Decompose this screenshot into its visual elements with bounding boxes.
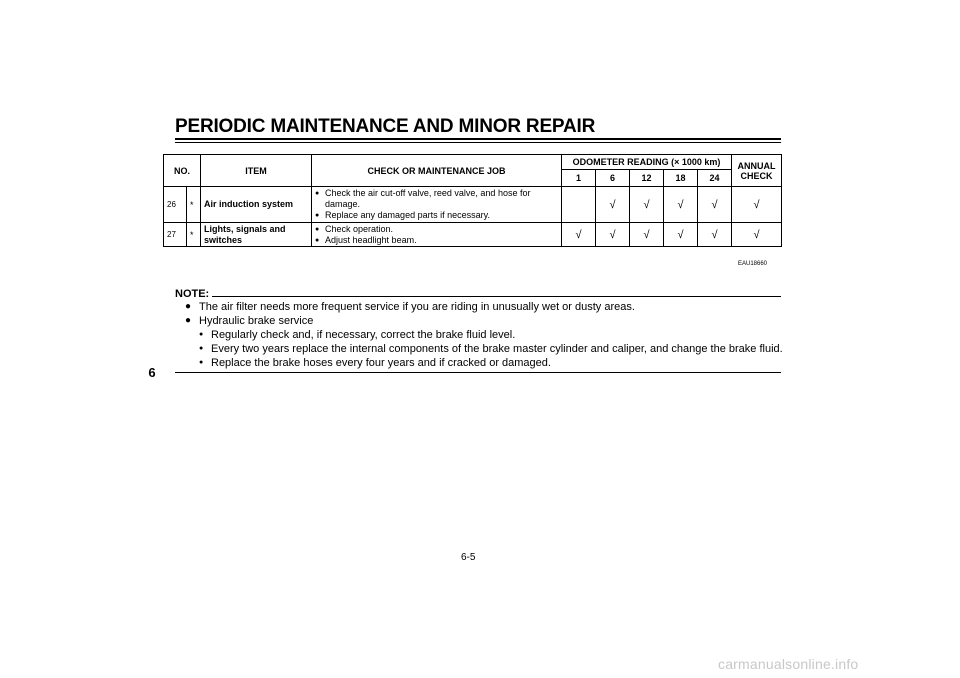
bullet-icon: ● [315, 236, 320, 244]
job-text-continued: damage. [325, 199, 361, 209]
bullet-icon: ● [199, 331, 204, 338]
job-line [315, 188, 558, 199]
header-item: ITEM [201, 155, 312, 187]
check-cell: √ [664, 187, 698, 223]
note-subitem [185, 342, 785, 356]
odometer-mark: 12 [630, 170, 664, 187]
maintenance-table [163, 154, 782, 247]
note-item [185, 314, 785, 328]
check-cell: √ [698, 187, 732, 223]
bullet-icon: ● [185, 301, 192, 312]
row-item [201, 223, 312, 247]
note-text: Every two years replace the internal components of the brake master cylinder and caliper, and change the brake fluid. [211, 343, 783, 355]
check-cell: √ [732, 187, 782, 223]
page-number: 6-5 [461, 552, 476, 563]
odometer-mark: 24 [698, 170, 732, 187]
row-item-line: switches [204, 234, 243, 245]
bullet-icon: ● [199, 345, 204, 352]
odometer-mark: 6 [596, 170, 630, 187]
check-cell: √ [562, 223, 596, 247]
note-label: NOTE: [175, 288, 210, 300]
row-star: * [187, 187, 201, 223]
row-item: Air induction system [201, 187, 312, 223]
row-job [312, 223, 562, 247]
row-job [312, 187, 562, 223]
page-title: PERIODIC MAINTENANCE AND MINOR REPAIR [175, 116, 596, 137]
row-number: 27 [164, 223, 187, 247]
odometer-mark: 1 [562, 170, 596, 187]
note-text: The air filter needs more frequent service if you are riding in unusually wet or dusty areas. [199, 301, 635, 313]
title-rule-thin [175, 142, 781, 143]
check-cell: √ [698, 223, 732, 247]
job-text: Adjust headlight beam. [325, 234, 417, 245]
header-odometer: ODOMETER READING (× 1000 km) [562, 155, 732, 170]
odometer-mark: 18 [664, 170, 698, 187]
check-cell: √ [596, 187, 630, 223]
check-cell: √ [596, 223, 630, 247]
check-cell: √ [630, 187, 664, 223]
bullet-icon: ● [315, 225, 320, 233]
row-item-line: Lights, signals and [204, 223, 286, 234]
document-code: EAU18660 [738, 261, 768, 267]
check-cell: √ [630, 223, 664, 247]
bullet-icon: ● [315, 212, 320, 219]
header-annual: ANNUAL CHECK [732, 155, 782, 187]
row-star: * [187, 223, 201, 247]
note-end-rule [175, 372, 781, 373]
job-text: Replace any damaged parts if necessary. [325, 210, 490, 220]
job-text: Check operation. [325, 223, 394, 234]
job-text: Check the air cut-off valve, reed valve, and hose for [325, 188, 531, 198]
check-cell: √ [664, 223, 698, 247]
check-cell [562, 187, 596, 223]
job-line [315, 224, 558, 235]
note-subitem [185, 328, 785, 342]
table-row [164, 187, 782, 223]
table-row [164, 223, 782, 247]
title-rule [175, 138, 781, 140]
note-text: Regularly check and, if necessary, correct the brake fluid level. [211, 329, 516, 341]
table-header-row [164, 155, 782, 170]
chapter-tab: 6 [148, 365, 156, 380]
row-number: 26 [164, 187, 187, 223]
bullet-icon: ● [199, 359, 204, 366]
check-cell: √ [732, 223, 782, 247]
job-line [315, 210, 558, 221]
note-subitem [185, 356, 785, 370]
header-job: CHECK OR MAINTENANCE JOB [312, 155, 562, 187]
watermark: carmanualsonline.info [718, 656, 859, 672]
note-text: Replace the brake hoses every four years and if cracked or damaged. [211, 357, 551, 369]
bullet-icon: ● [185, 315, 192, 326]
note-item [185, 300, 785, 314]
header-no: NO. [164, 155, 201, 187]
job-line [315, 235, 558, 246]
note-rule [212, 296, 781, 297]
bullet-icon: ● [315, 190, 320, 197]
note-text: Hydraulic brake service [199, 315, 314, 327]
note-list [185, 300, 785, 370]
